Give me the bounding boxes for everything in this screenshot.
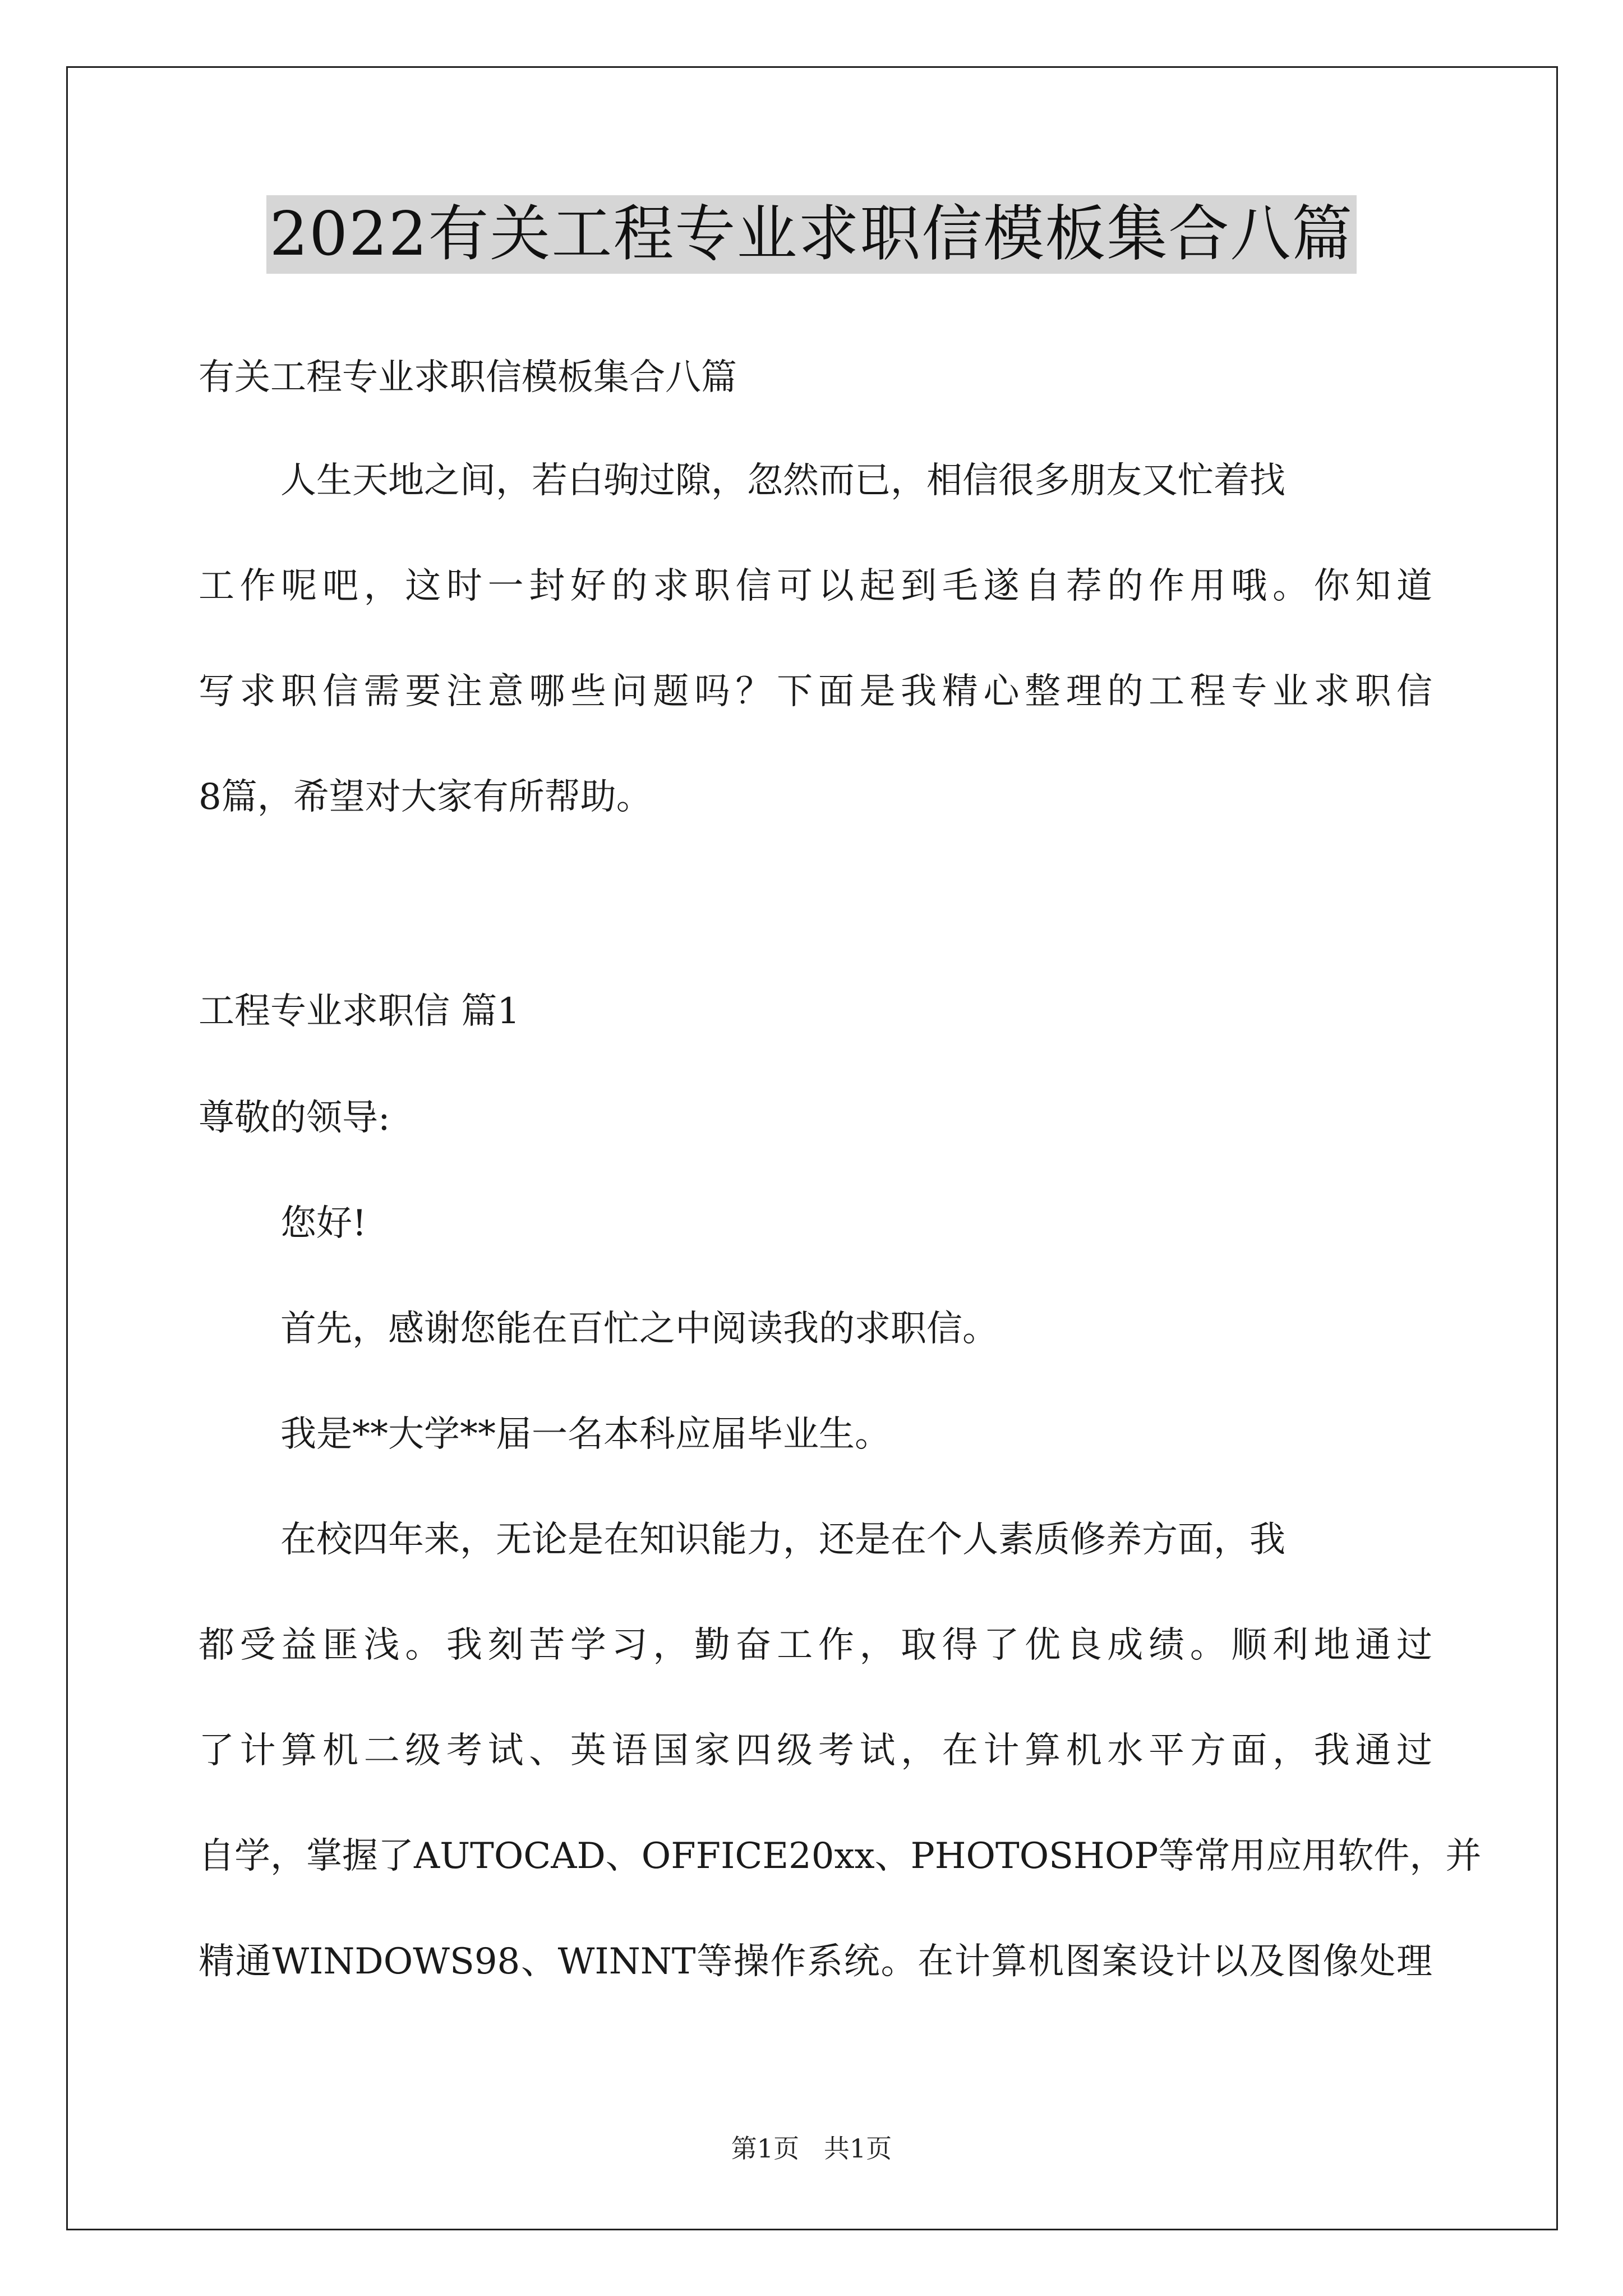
section-heading: 工程专业求职信 篇1 [199,991,520,1032]
body-line-2: 都受益匪浅。我刻苦学习，勤奋工作，取得了优良成绩。顺利地通过 [199,1625,1432,1666]
title-container [0,195,1623,274]
body-line-3: 了计算机二级考试、英语国家四级考试，在计算机水平方面，我通过 [199,1730,1432,1772]
paragraph-thanks: 首先，感谢您能在百忙之中阅读我的求职信。 [280,1308,998,1350]
intro-line-4: 8篇，希望对大家有所帮助。 [199,776,652,818]
intro-line-2: 工作呢吧，这时一封好的求职信可以起到毛遂自荐的作用哦。你知道 [199,565,1432,607]
salutation: 尊敬的领导: [199,1097,390,1139]
paragraph-intro: 我是**大学**届一名本科应届毕业生。 [280,1414,891,1455]
page-footer: 第1页 共1页 [731,2133,892,2164]
greeting: 您好! [280,1203,367,1244]
body-line-5: 精通WINDOWS98、WINNT等操作系统。在计算机图案设计以及图像处理 [199,1941,1432,1982]
body-line-1: 在校四年来，无论是在知识能力，还是在个人素质修养方面，我 [280,1519,1285,1561]
body-line-4: 自学，掌握了AUTOCAD、OFFICE20xx、PHOTOSHOP等常用应用软件，并 [199,1835,1482,1877]
document-subtitle: 有关工程专业求职信模板集合八篇 [199,357,737,398]
document-title: 2022有关工程专业求职信模板集合八篇 [266,195,1357,274]
intro-line-3: 写求职信需要注意哪些问题吗？下面是我精心整理的工程专业求职信 [199,671,1432,712]
intro-line-1: 人生天地之间，若白驹过隙，忽然而已，相信很多朋友又忙着找 [280,460,1285,501]
